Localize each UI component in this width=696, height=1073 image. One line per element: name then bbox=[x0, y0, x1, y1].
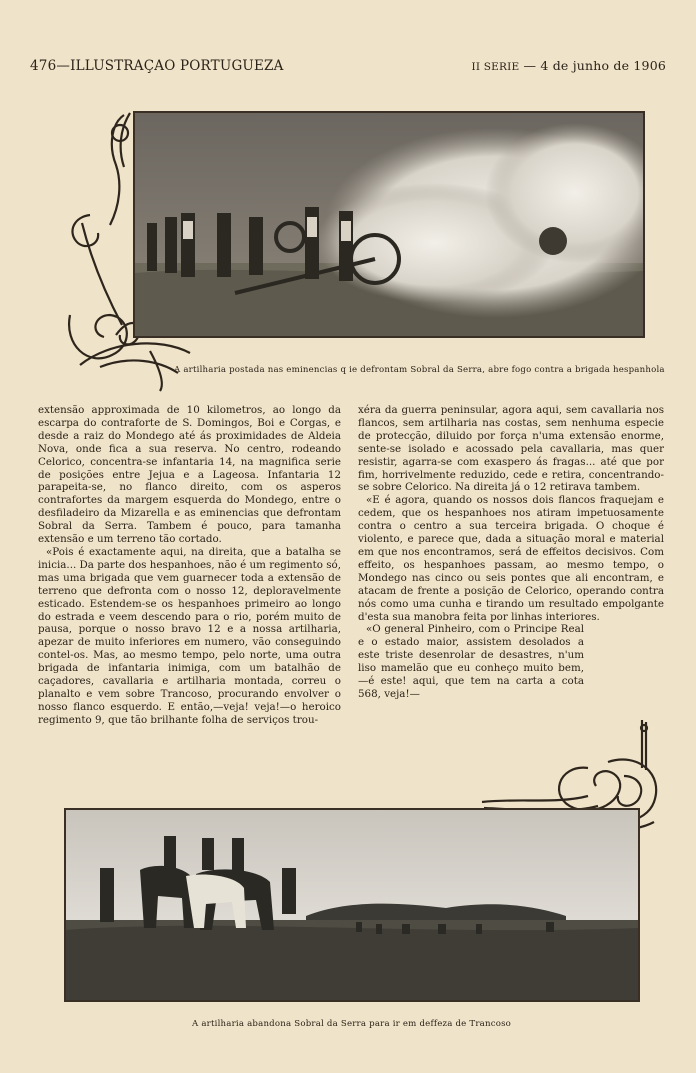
photo-artillery-firing bbox=[133, 111, 645, 338]
article-paragraph: «Pois é exactamente aqui, na direita, que a batalha se inicia... Da parte dos hespanhoes, não é um regimento só, mas uma brigada que vem guarnecer toda a extensão de terreno que defronta com o nosso 12, deploravelmente esticado. Estendem-se os hespanhoes primeiro ao longo do estrada e veem descendo para o rio, porém muito de pausa, porque o nosso bravo 12 e a nossa artilharia, apezar de muito inferiores em numero, vão conseguindo contel-os. Mas, ao mesmo tempo, pelo norte, uma outra brigada de infantaria inimiga, com um batalhão de caçadores, cavallaria e artilharia montada, correu o planalto e vem sobre Trancoso, procurando envolver o nosso flanco esquerdo. E então,—veja! veja!—o heroico regimento 9, que tão brilhante folha de serviços trou- bbox=[38, 545, 341, 726]
article-paragraph: extensão approximada de 10 kilometros, ao longo da escarpa do contraforte de S. Domingos, Boi e Corgas, e desde a raiz do Mondego até ás proximidades de Aldeia Nova, onde fica a sua reserva. No centro, rodeando Celorico, concentra-se infantaria 14, na magnifica serie de posições entre Jejua e a Lageosa. Infantaria 12 parapeita-se, no flanco direito, com os asperos contrafortes da margem esquerda do Mondego, entre o desfiladeiro da Mizarella e as eminencias que defrontam Sobral da Serra. Tambem é pouco, para tamanha extensão e um terreno tão cortado. bbox=[38, 404, 341, 546]
issue-date: — 4 de junho de 1906 bbox=[519, 58, 666, 73]
figure-caption-bottom: A artilharia abandona Sobral da Serra para ir em deffeza de Trancoso bbox=[192, 1019, 512, 1029]
article-paragraph: «O general Pinheiro, com o Principe Real e o estado maior, assistem desolados a este triste desenrolar de desastres, n'um liso mamelão que eu conheço muito bem,—é este! aqui, que tem na carta a cota 568, veja!— bbox=[358, 623, 584, 700]
figure-caption-top: A artilharia postada nas eminencias q ie defrontam Sobral da Serra, abre fogo contra a brigada hespanhola bbox=[174, 365, 665, 375]
artillery-firing-picture bbox=[135, 113, 643, 336]
photo-artillery-leaving bbox=[64, 808, 640, 1002]
article-paragraph: «E é agora, quando os nossos dois flancos fraquejam e cedem, que os hespanhoes nos atiram impetuosamente contra o centro a sua terceira brigada. O choque é violento, e parece que, dada a situação moral e material em que nos encontramos, será de effeitos decisivos. Com effeito, os hespanhoes passam, ao mesmo tempo, o Mondego nas cinco ou seis pontes que ali encontram, e atacam de frente a posição de Celorico, operando contra nós como uma cunha e tirando um resultado empolgante d'esta sua manobra feita por linhas interiores. bbox=[358, 494, 664, 623]
magazine-title: —ILLUSTRAÇAO PORTUGUEZA bbox=[56, 58, 284, 74]
page-header bbox=[30, 58, 666, 78]
article-column-left bbox=[38, 404, 341, 776]
page-number: 476 bbox=[30, 58, 57, 74]
serie-label: II SERIE bbox=[471, 61, 520, 73]
article-paragraph: xéra da guerra peninsular, agora aqui, sem cavallaria nos flancos, sem artilharia nas costas, sem nenhuma especie de protecção, diluido por força n'uma extensão enorme, sente-se isolado e acossado pela cavallaria, mas quer resistir, agarra-se com exaspero ás fragas... até que por fim, horrivelmente reduzido, cede e retira, concentrando-se sobre Celorico. Na direita já o 12 retirava tambem. bbox=[358, 404, 664, 494]
artillery-leaving-picture bbox=[66, 810, 638, 1000]
